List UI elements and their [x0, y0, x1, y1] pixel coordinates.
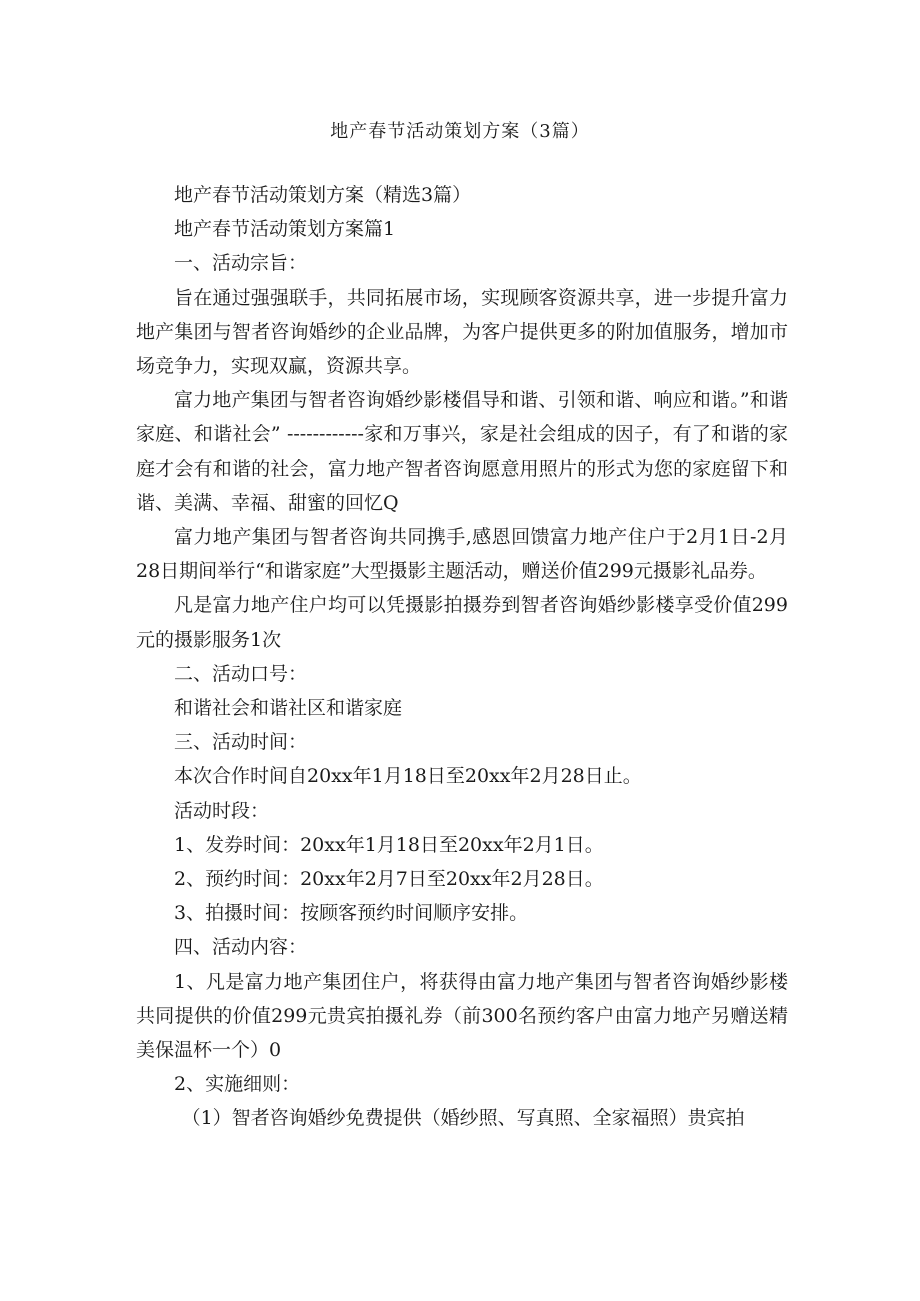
list-item-shooting-time: 3、拍摄时间：按顾客预约时间顺序安排。 — [174, 902, 529, 925]
paragraph-content-1: 1、凡是富力地产集团住户，将获得由富力地产集团与智者咨询婚纱影楼共同提供的价值299元贵宾拍摄礼券（前300名预约客户由富力地产另赠送精美保温杯一个）0 — [136, 970, 788, 1062]
heading-time-slots: 活动时段： — [174, 799, 270, 822]
heading-time: 三、活动时间： — [174, 731, 308, 754]
heading-slogan: 二、活动口号： — [174, 662, 308, 685]
heading-rules: 2、实施细则： — [174, 1073, 301, 1096]
paragraph-subtitle: 地产春节活动策划方案（精选3篇） — [174, 184, 472, 206]
list-item-issue-time: 1、发券时间：20xx年1月18日至20xx年2月1日。 — [174, 833, 604, 856]
heading-purpose: 一、活动宗旨： — [174, 252, 308, 275]
list-item-booking-time: 2、预约时间：20xx年2月7日至20xx年2月28日。 — [174, 868, 604, 891]
paragraph-cooperation-time: 本次合作时间自20xx年1月18日至20xx年2月28日止。 — [174, 765, 642, 788]
heading-content: 四、活动内容： — [174, 936, 308, 959]
document-title: 地产春节活动策划方案（3篇） — [330, 121, 590, 142]
paragraph-rules-1: （1）智者咨询婚纱免费提供（婚纱照、写真照、全家福照）贵宾拍 — [181, 1107, 745, 1130]
paragraph-slogan: 和谐社会和谐社区和谐家庭 — [174, 697, 403, 720]
paragraph-purpose: 旨在通过强强联手，共同拓展市场，实现顾客资源共享，进一步提升富力地产集团与智者咨询婚纱的企业品牌，为客户提供更多的附加值服务，增加市场竞争力，实现双赢，资源共享。 — [136, 286, 788, 378]
paragraph-section-heading: 地产春节活动策划方案篇1 — [174, 218, 396, 241]
paragraph-event: 富力地产集团与智者咨询共同携手,感恩回馈富力地产住户于2月1日-2月28日期间举行“和谐家庭”大型摄影主题活动，赠送价值299元摄影礼品券。 — [136, 526, 788, 583]
document-body — [136, 178, 788, 1136]
paragraph-harmony: 富力地产集团与智者咨询婚纱影楼倡导和谐、引领和谐、响应和谐。”和谐家庭、和谐社会” ------------家和万事兴，家是社会组成的因子，有了和谐的家庭才会有和谐的社会，富力地产智者咨询愿意用照片的形式为您的家庭留下和谐、美满、幸福、甜蜜的回忆Q — [136, 389, 788, 514]
paragraph-eligibility: 凡是富力地产住户均可以凭摄影拍摄券到智者咨询婚纱影楼享受价值299元的摄影服务1次 — [136, 594, 788, 651]
